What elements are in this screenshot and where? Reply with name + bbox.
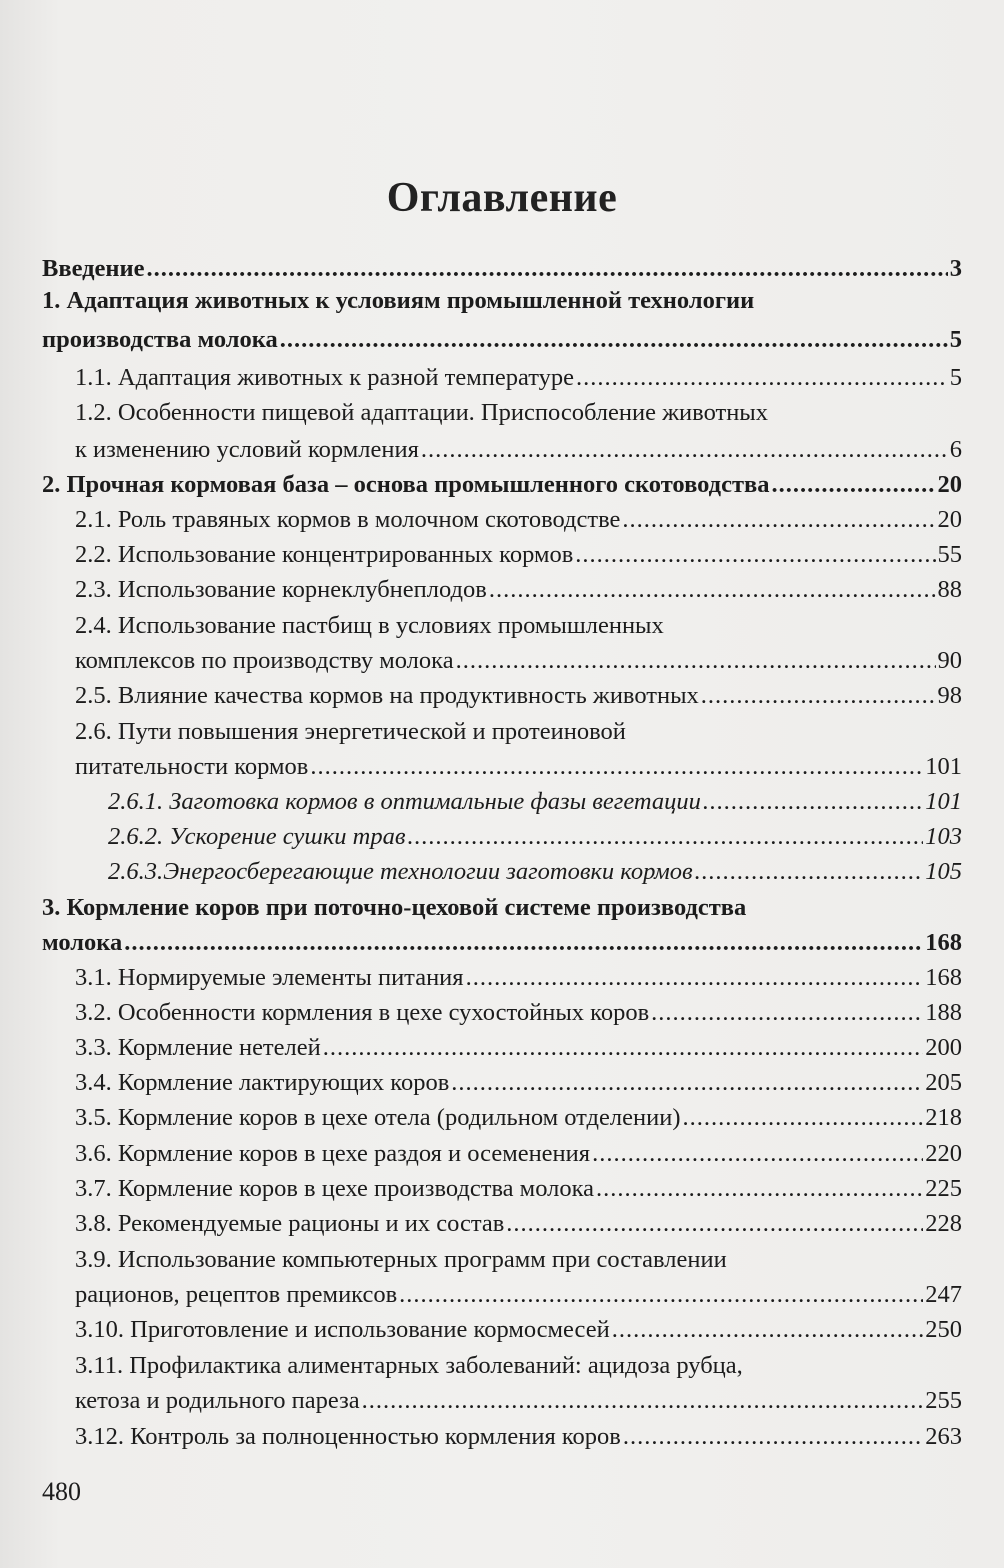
toc-entry-page: 168 [925, 964, 962, 991]
toc-entry-title: производства молока [42, 326, 278, 353]
toc-entry-page: 225 [925, 1175, 962, 1202]
toc-entry-page: 188 [925, 999, 962, 1026]
toc-entry-title: 3.5. Кормление коров в цехе отела (родильном отделении) [75, 1104, 681, 1131]
toc-entry-page: 20 [937, 506, 962, 533]
dot-leader [489, 574, 936, 606]
toc-entry-title: комплексов по производству молока [75, 647, 454, 674]
toc-entry-title: рационов, рецептов премиксов [75, 1281, 398, 1308]
dot-leader [456, 645, 936, 677]
toc-entry-page: 5 [949, 364, 962, 391]
toc-entry-page: 168 [925, 929, 962, 956]
toc-entry[interactable] [108, 856, 962, 888]
toc-entry[interactable] [75, 574, 962, 606]
toc-entry-page: 6 [949, 436, 962, 463]
toc-entry-title: 3.12. Контроль за полноценностью кормления коров [75, 1423, 621, 1450]
toc-entry[interactable] [42, 927, 962, 959]
toc-entry-title: 3.6. Кормление коров в цехе раздоя и осеменения [75, 1140, 591, 1167]
toc-entry[interactable] [75, 504, 962, 536]
toc-entry-heading-line: 2.4. Использование пастбищ в условиях промышленных [75, 612, 664, 639]
toc-entry[interactable] [75, 1208, 962, 1240]
toc-entry[interactable] [75, 1385, 962, 1417]
toc-entry-heading-line: 2.6. Пути повышения энергетической и протеиновой [75, 718, 626, 745]
dot-leader [421, 434, 948, 466]
toc-entry-title: 3.7. Кормление коров в цехе производства молока [75, 1175, 594, 1202]
dot-leader [399, 1279, 923, 1311]
toc-entry-page: 105 [925, 858, 962, 885]
toc-entry[interactable] [75, 997, 962, 1029]
toc-entry-title: 1.1. Адаптация животных к разной температуре [75, 364, 574, 391]
toc-entry-page: 3 [949, 255, 962, 282]
toc-entry-page: 90 [937, 647, 962, 674]
dot-leader [682, 1102, 923, 1134]
toc-entry[interactable] [42, 324, 962, 356]
toc-entry-title: Введение [42, 255, 145, 282]
toc-entry-page: 255 [925, 1387, 962, 1414]
toc-entry-heading-line: 3. Кормление коров при поточно-цеховой системе производства [42, 894, 747, 921]
dot-leader [575, 539, 935, 571]
toc-entry-title: 3.10. Приготовление и использование кормосмесей [75, 1316, 610, 1343]
dot-leader [622, 504, 935, 536]
toc-entry-title: 3.4. Кормление лактирующих коров [75, 1069, 450, 1096]
toc-entry-title: 2.5. Влияние качества кормов на продуктивность животных [75, 682, 699, 709]
toc-entry[interactable] [75, 751, 962, 783]
dot-leader [506, 1208, 923, 1240]
toc-entry-title: 2.6.3.Энергосберегающие технологии заготовки кормов [108, 858, 693, 885]
toc-entry-heading-line: 1. Адаптация животных к условиям промышленной технологии [42, 287, 755, 314]
dot-leader [124, 927, 923, 959]
toc-entry[interactable] [75, 1173, 962, 1205]
toc-entry-page: 200 [925, 1034, 962, 1061]
toc-entry-page: 220 [925, 1140, 962, 1167]
toc-entry[interactable] [75, 1421, 962, 1453]
toc-entry-title: 2.6.2. Ускорение сушки трав [108, 823, 406, 850]
toc-entry[interactable] [75, 1032, 962, 1064]
toc-entry[interactable] [75, 539, 962, 571]
toc-entry-heading-line: 3.11. Профилактика алиментарных заболеваний: ацидоза рубца, [75, 1352, 743, 1379]
dot-leader [323, 1032, 924, 1064]
toc-entry-page: 98 [937, 682, 962, 709]
dot-leader [623, 1421, 923, 1453]
toc-entry-page: 20 [937, 471, 962, 498]
toc-entry[interactable] [75, 1067, 962, 1099]
toc-entry-page: 218 [925, 1104, 962, 1131]
toc-entry-title: кетоза и родильного пареза [75, 1387, 360, 1414]
toc-entry[interactable] [42, 253, 962, 285]
dot-leader [695, 856, 924, 888]
toc-entry-title: к изменению условий кормления [75, 436, 419, 463]
dot-leader [451, 1067, 923, 1099]
toc-entry[interactable] [75, 680, 962, 712]
toc-entry-title: питательности кормов [75, 753, 309, 780]
toc-entry[interactable] [75, 1138, 962, 1170]
toc-entry-title: 2.3. Использование корнеклубнеплодов [75, 576, 487, 603]
toc-entry-page: 250 [925, 1316, 962, 1343]
toc-entry-heading-line: 3.9. Использование компьютерных программ при составлении [75, 1246, 727, 1273]
toc-entry-page: 228 [925, 1210, 962, 1237]
toc-entry[interactable] [75, 1102, 962, 1134]
toc-entry-page: 5 [949, 326, 962, 353]
toc-entry-page: 55 [937, 541, 962, 568]
page-number: 480 [42, 1477, 81, 1506]
toc-entry[interactable] [108, 821, 962, 853]
dot-leader [703, 786, 923, 818]
dot-leader [596, 1173, 923, 1205]
toc-entry[interactable] [75, 1279, 962, 1311]
dot-leader [701, 680, 936, 712]
toc-entry-title: 2.2. Использование концентрированных кормов [75, 541, 574, 568]
dot-leader [310, 751, 923, 783]
toc-entry-title: 3.1. Нормируемые элементы питания [75, 964, 464, 991]
toc-entry-heading-line: 1.2. Особенности пищевой адаптации. Приспособление животных [75, 399, 769, 426]
toc-entry-page: 263 [925, 1423, 962, 1450]
dot-leader [576, 362, 948, 394]
toc-entry-page: 103 [925, 823, 962, 850]
toc-entry[interactable] [108, 786, 962, 818]
dot-leader [408, 821, 924, 853]
page-title: Оглавление [386, 175, 618, 221]
dot-leader [771, 469, 935, 501]
dot-leader [362, 1385, 924, 1417]
dot-leader [612, 1314, 924, 1346]
toc-entry[interactable] [75, 1314, 962, 1346]
toc-entry[interactable] [75, 645, 962, 677]
toc-entry-page: 101 [925, 753, 962, 780]
toc-entry-page: 101 [925, 788, 962, 815]
toc-entry-page: 205 [925, 1069, 962, 1096]
toc-entry-title: 2. Прочная кормовая база – основа промышленного скотоводства [42, 471, 770, 498]
toc-entry-title: 2.6.1. Заготовка кормов в оптимальные фазы вегетации [108, 788, 701, 815]
toc-entry[interactable] [75, 362, 962, 394]
toc-entry-page: 88 [937, 576, 962, 603]
toc-entry-title: 3.3. Кормление нетелей [75, 1034, 321, 1061]
toc-entry-title: 3.2. Особенности кормления в цехе сухостойных коров [75, 999, 650, 1026]
toc-entry-title: 2.1. Роль травяных кормов в молочном скотоводстве [75, 506, 621, 533]
toc-entry-page: 247 [925, 1281, 962, 1308]
toc-entry[interactable] [75, 962, 962, 994]
dot-leader [280, 324, 948, 356]
dot-leader [592, 1138, 923, 1170]
toc-entry[interactable] [42, 469, 962, 501]
toc-entry[interactable] [75, 434, 962, 466]
dot-leader [466, 962, 924, 994]
toc-entry-title: 3.8. Рекомендуемые рационы и их состав [75, 1210, 505, 1237]
toc-entry-title: молока [42, 929, 123, 956]
dot-leader [147, 253, 948, 285]
dot-leader [651, 997, 923, 1029]
